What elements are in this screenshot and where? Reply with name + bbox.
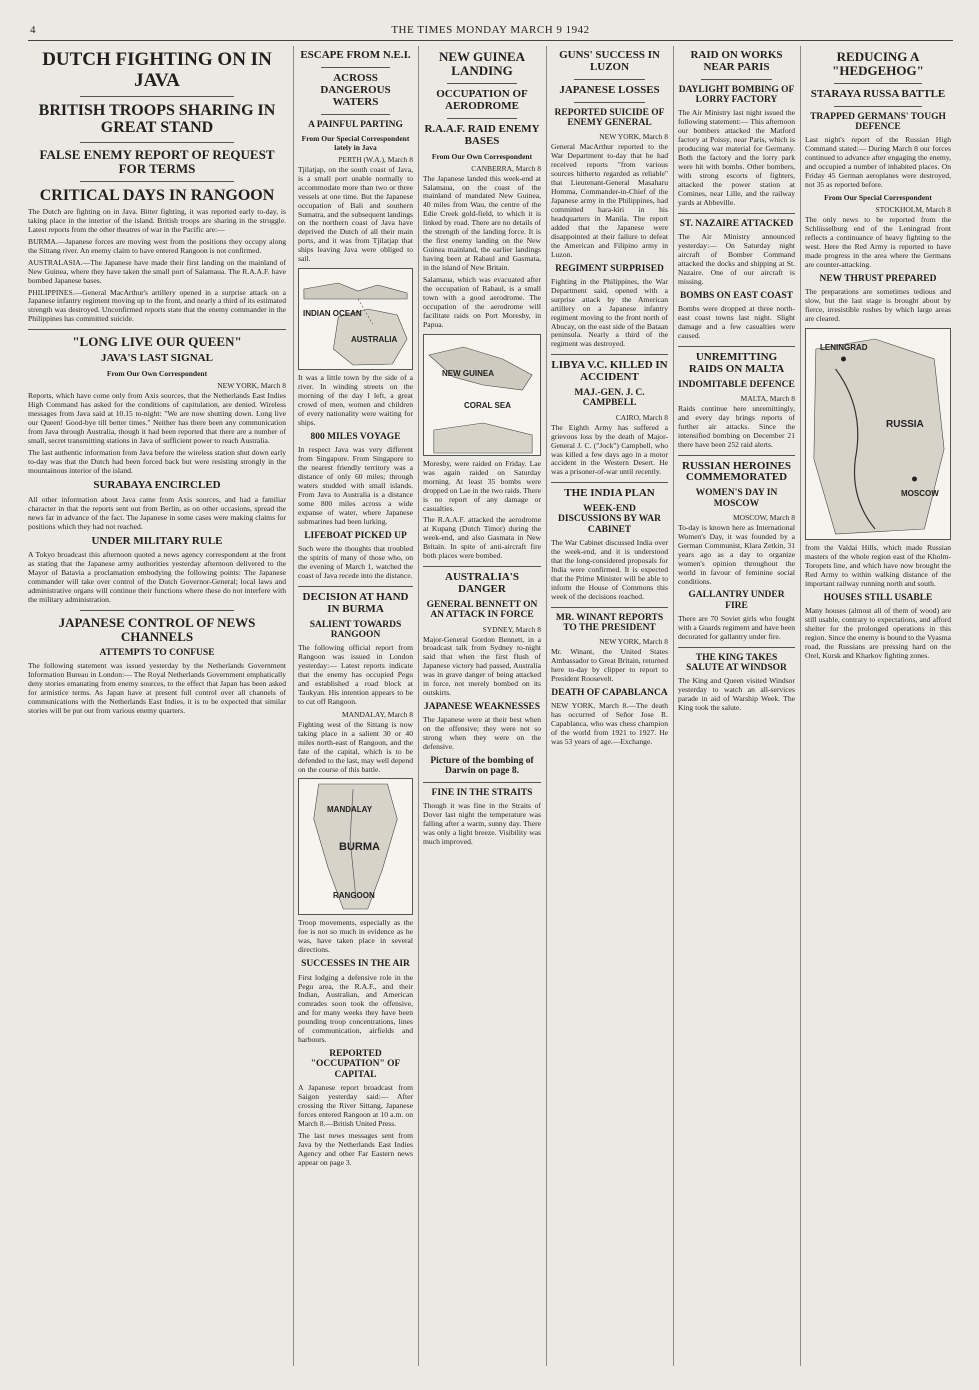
headline: SALIENT TOWARDS RANGOON — [309, 619, 402, 640]
article-paragraph: BURMA.—Japanese forces are moving west from the positions they occupy along the Sittang river. An enemy claim to have entered Rangoon is not confirmed. — [28, 236, 286, 255]
map-label: RANGOON — [333, 891, 375, 901]
column-1 — [28, 46, 286, 1366]
headline: THE KING TAKES SALUTE AT WINDSOR — [686, 652, 787, 674]
article-paragraph: The Japanese landed this week-end at Salamaua, on the coast of the mainland of mandated New Guinea, 40 miles from Wau, the centre of the Edie Creek gold-field, to which it is linked by road. There are no details of the strength of the landing force. It is the first enemy landing on the New Guinea mainland, the earlier landings having been at Rabaul and Gasmata, in the island of New Britain. — [423, 173, 541, 273]
article-paragraph: Fighting west of the Sittang is now taking place in a salient 30 or 40 miles north-east of Rangoon, and the fate of the capital, which is to be defended to the last, may well depend on the course of this battle. — [298, 719, 413, 774]
headline: ST. NAZAIRE ATTACKED — [679, 218, 794, 229]
map-label: CORAL SEA — [464, 400, 511, 410]
column-2 — [298, 46, 413, 1366]
page-number: 4 — [30, 24, 36, 36]
dateline: MANDALAY, March 8 — [341, 709, 413, 719]
article-paragraph: Tjilatjap, on the south coast of Java, is a small port unable normally to accommodate more than two or three vessels at one time. But the Japanese occupation of Bali and southern Sumatra, and the subsequent landings on the northern coast of Java have deprived the Dutch of all their main ports, and it was from Tjilatjap that ships leaving Java were obliged to sail. — [298, 164, 413, 264]
article-paragraph: Many houses (almost all of them of wood) are still usable, contrary to expectations, and afford shelter for the prolonged operations in this region. Since the enemy is bound to the Vyasma road, the Russians are pressing hard on the Orel, Kursk and Kharkov fighting zones. — [805, 605, 951, 660]
article-paragraph: It was a little town by the side of a river. In winding streets on the morning of the day I left, a great crowd of men, women and children of every nationality were waiting for ships. — [298, 373, 413, 427]
map-graphic — [299, 269, 412, 369]
headline: CRITICAL DAYS IN RANGOON — [39, 186, 275, 204]
headline: ESCAPE FROM N.E.I. — [300, 49, 411, 61]
column-3 — [423, 46, 541, 1366]
article-paragraph: First lodging a defensive role in the Pegu area, the R.A.F., and their Indian, Australian, and American comrades soon took the offensive, and for many weeks they have been pounding troop concentrations, lines of communication, airfields and harbours. — [298, 972, 413, 1045]
headline: STARAYA RUSSA BATTLE — [810, 88, 946, 101]
map-new-guinea — [423, 334, 541, 456]
article-paragraph: PHILIPPINES.—General MacArthur's artillery opened in a surprise attack on a Japanese infantry regiment moving up to the front, and nearly a third of its estimated strength was destroyed. Unconfirmed reports state that the enemy commander in the Philippines has committed suicide. — [28, 287, 286, 324]
divider — [551, 482, 668, 483]
divider — [551, 354, 668, 355]
map-graphic — [424, 335, 540, 455]
article-paragraph: The following statement was issued yesterday by the Netherlands Government Information Bureau in London:— The Royal Netherlands Government emphatically deny stories emanating from enemy sources, to the effect that Japan has been asked for armistice terms. As Japan have at present full control over all channels of communications with the Netherlands East Indies, it is to be expected that similar stories will be put out from various enemy quarters. — [28, 661, 286, 716]
headline: GENERAL BENNETT ON AN ATTACK IN FORCE — [426, 600, 538, 621]
article-paragraph: Fighting in the Philippines, the War Department said, opened with a surprise attack by the American artillery on a Japanese infantry regiment moving to the front north of Abucay, on the east side of the Bataan peninsula. Nearly a third of the regiment was destroyed. — [551, 276, 668, 349]
headline: LIFEBOAT PICKED UP — [304, 530, 407, 541]
article-paragraph: The last authentic information from Java before the wireless station shut down early to-day was that the Dutch had been forced back but were resisting strongly in the mountainous interior of the island. — [28, 447, 286, 475]
article-paragraph: The Eighth Army has suffered a grievous loss by the death of Major-General J. C. ("Jock") Campbell, who was killed a few days ago in a motor accident in the Western Desert. He was a prisoner-of-war until recently. — [551, 422, 668, 477]
map-burma — [298, 778, 413, 915]
headline: DUTCH FIGHTING ON IN JAVA — [42, 49, 272, 91]
map-label: AUSTRALIA — [351, 335, 398, 345]
headline: RAID ON WORKS NEAR PARIS — [690, 49, 783, 73]
column-rule — [800, 46, 801, 1366]
headline: REDUCING A "HEDGEHOG" — [832, 49, 924, 79]
article-paragraph: AUSTRALASIA.—The Japanese have made their first landing on the mainland of New Guinea, where they have taken the small port of Salamaua. The R.A.A.F. have bombed Japanese bases. — [28, 257, 286, 285]
headline: JAVA'S LAST SIGNAL — [101, 352, 213, 365]
article-paragraph: The last news messages sent from Java by the Netherlands East Indies Agency and other Far Eastern news appear on page 3. — [298, 1130, 413, 1167]
divider — [447, 83, 518, 84]
divider — [80, 181, 235, 182]
headline: SUCCESSES IN THE AIR — [301, 959, 410, 970]
column-rule — [293, 46, 294, 1366]
headline: OCCUPATION OF AERODROME — [436, 88, 528, 112]
article-paragraph: There are 70 Soviet girls who fought with a Guards regiment and have been decorated for gallantry under fire. — [678, 613, 795, 641]
divider — [447, 118, 518, 119]
headline: REGIMENT SURPRISED — [555, 263, 664, 274]
map-label: MOSCOW — [901, 488, 939, 498]
byline: From Our Special Correspondent — [824, 193, 932, 203]
headline: HOUSES STILL USABLE — [823, 592, 933, 603]
headline: FINE IN THE STRAITS — [431, 787, 533, 798]
divider — [80, 610, 235, 611]
masthead — [28, 22, 953, 41]
divider — [574, 102, 644, 103]
article-paragraph: General MacArthur reported to the War Department to-day that he had received reports "from various sources hitherto regarded as reliable" that Lieutenant-General Masaharu Homma, Commander-in-Chief of the Japanese army in the Philippines, had committed hara-kiri in his headquarters in Manila. The report added that the Japanese were disappointed at their failure to defeat the American and Filipino army in Luzon. — [551, 142, 668, 259]
byline: From Our Own Correspondent — [431, 151, 533, 161]
article-paragraph: The only news to be reported from the Schlüsselburg end of the Leningrad front reflects a continuance of heavy fighting to the west. Here the Red Army is reported to have made progress in the area where the Germans are counter-attacking. — [805, 215, 951, 269]
headline: JAPANESE LOSSES — [559, 83, 660, 96]
headline: WOMEN'S DAY IN MOSCOW — [695, 488, 778, 509]
article-paragraph: The R.A.A.F. attacked the aerodrome at Kupang (Dutch Timor) during the week-end, and also Gasmata in New Britain. In spite of anti-aircraft fire both places were bombed. — [423, 515, 541, 561]
column-5 — [678, 46, 795, 1366]
divider — [321, 67, 390, 68]
divider — [298, 586, 413, 587]
map-label: BURMA — [339, 841, 380, 854]
article-paragraph: NEW YORK, March 8.—The death has occurred of Señor Jose R. Capablanca, who was chess champion of the world from 1921 to 1927. He was 53 years of age.—Exchange. — [551, 701, 668, 747]
dateline: STOCKHOLM, March 8 — [875, 205, 951, 215]
article-paragraph: Last night's report of the Russian High Command stated:— During March 8 our forces continued to advance after engaging the enemy, and occupied a number of inhabited places. On Friday 45 German aeroplanes were destroyed, not 35 as reported before. — [805, 135, 951, 190]
headline: REPORTED SUICIDE OF ENEMY GENERAL — [554, 107, 665, 128]
dateline: NEW YORK, March 8 — [217, 381, 286, 391]
column-rule — [673, 46, 674, 1366]
article-paragraph: Mr. Winant, the United States Ambassador to Great Britain, returned here to-day by clipper to report to President Roosevelt. — [551, 647, 668, 684]
article-paragraph: The Air Ministry announced yesterday:— On Saturday night aircraft of Bomber Command attacked the docks and shipping at St. Nazaire. One of our aircraft is missing. — [678, 231, 795, 286]
article-paragraph: All other information about Java came from Axis sources, and had a familiar character in that the reports sent out from Berlin, as on other occasions, spread the news far in advance of the fact. The Japanese in some cases were making claims for positions which they had not reached. — [28, 494, 286, 531]
headline: THE INDIA PLAN — [564, 487, 655, 500]
map-label: NEW GUINEA — [442, 368, 494, 378]
divider — [423, 566, 541, 567]
divider — [678, 346, 795, 347]
dateline: MOSCOW, March 8 — [732, 512, 795, 522]
article-paragraph: Salamaua, which was evacuated after the occupation of Rabaul, is a small town with a good aerodrome. The occupation of the aerodrome will facilitate raids on Port Moresby, in Papua. — [423, 275, 541, 329]
map-label: RUSSIA — [886, 418, 924, 430]
dateline: CAIRO, March 8 — [615, 412, 668, 422]
article-paragraph: from the Valdai Hills, which made Russian masters of the whole region east of the Kholm-Toropets line, and which have now brought the Red Army to within walking distance of the important railway running north and south. — [805, 542, 951, 588]
article-paragraph: The War Cabinet discussed India over the week-end, and it is understood that the long-considered proposals for India were confirmed. It is expected that the Prime Minister will be able to inform the House of Commons this week of the decisions reached. — [551, 537, 668, 601]
headline: BOMBS ON EAST COAST — [679, 290, 794, 301]
map-russian-front — [805, 328, 951, 540]
headline: DEATH OF CAPABLANCA — [551, 687, 668, 698]
headline: TRAPPED GERMANS' TOUGH DEFENCE — [810, 111, 946, 133]
article-paragraph: Troop movements, especially as the foe is not so much in evidence as he was, have taken place in several directions. — [298, 918, 413, 955]
map-label: LENINGRAD — [820, 342, 868, 352]
headline: UNREMITTING RAIDS ON MALTA — [688, 350, 785, 375]
dateline: NEW YORK, March 8 — [599, 132, 668, 142]
headline: AUSTRALIA'S DANGER — [445, 571, 519, 596]
headline: BRITISH TROOPS SHARING IN GREAT STAND — [38, 102, 276, 137]
article-paragraph: Such were the thoughts that troubled the spirits of many of those who, on the evening of March 1, watched the coast of Java recede into the distance. — [298, 544, 413, 580]
article-paragraph: Major-General Gordon Bennett, in a broadcast talk from Sydney to-night said that when the first flush of Japanese victory had passed, Australia was in grave danger of being attacked in force, not merely bombed on its outskirts. — [423, 634, 541, 698]
headline: 800 MILES VOYAGE — [310, 431, 401, 442]
headline: JAPANESE WEAKNESSES — [423, 702, 541, 713]
article-paragraph: In respect Java was very different from Singapore. From Singapore to the nearest friendly territory was a distance of only 60 miles; through waters studded with small islands. From Java to Australia is a distance some 800 miles across a wide expanse of water, where Japanese submarines had been lurking. — [298, 445, 413, 526]
masthead-title: THE TIMES MONDAY MARCH 9 1942 — [391, 24, 590, 36]
divider — [678, 213, 795, 214]
headline: R.A.A.F. RAID ENEMY BASES — [424, 122, 540, 147]
headline: MAJ.-GEN. J. C. CAMPBELL — [574, 388, 645, 409]
map-java-australia — [298, 268, 413, 370]
headline: NEW THRUST PREPARED — [819, 273, 937, 284]
divider — [80, 96, 235, 97]
article-paragraph: The Dutch are fighting on in Java. Bitter fighting, it was reported early to-day, is taking place in the interior of the island. British troops are sharing in the struggle. Latest reports from the other theatres of war in the Pacific are:— — [28, 206, 286, 234]
divider — [321, 114, 390, 115]
divider — [834, 106, 922, 107]
column-rule — [546, 46, 547, 1366]
headline: ACROSS DANGEROUS WATERS — [320, 71, 391, 108]
column-rule — [418, 46, 419, 1366]
headline: Picture of the bombing of Darwin on page 8. — [430, 756, 534, 777]
headline: SURABAYA ENCIRCLED — [93, 478, 221, 491]
divider — [423, 782, 541, 783]
dateline: SYDNEY, March 8 — [482, 624, 541, 634]
divider — [701, 79, 771, 80]
byline: From Our Special Correspondent lately in Java — [301, 133, 410, 152]
headline: INDOMITABLE DEFENCE — [678, 379, 795, 390]
divider — [678, 647, 795, 648]
map-graphic — [806, 329, 950, 539]
headline: LIBYA V.C. KILLED IN ACCIDENT — [551, 359, 668, 384]
article-paragraph: To-day is known here as International Women's Day, it was founded by a German Communist, Klara Zetkin, 31 years ago as a day to organize women's opinion throughout the world in favour of feminine social conditions. — [678, 522, 795, 586]
headline: MR. WINANT REPORTS TO THE PRESIDENT — [555, 612, 664, 633]
byline: From Our Own Correspondent — [106, 369, 208, 379]
dateline: CANBERRA, March 8 — [471, 163, 541, 173]
headline: NEW GUINEA LANDING — [438, 49, 526, 79]
divider — [574, 79, 644, 80]
divider — [834, 83, 922, 84]
headline: A PAINFUL PARTING — [308, 119, 403, 130]
headline: JAPANESE CONTROL OF NEWS CHANNELS — [58, 615, 256, 645]
article-paragraph: The following official report from Rangoon was issued in London yesterday:— Latest reports indicate that the enemy has occupied Pegu and established a road block at Taukyan. His intention appears to be to cut off Rangoon. — [298, 643, 413, 706]
headline: DAYLIGHT BOMBING OF LORRY FACTORY — [678, 84, 795, 105]
headline: ATTEMPTS TO CONFUSE — [99, 648, 215, 659]
map-label: INDIAN OCEAN — [303, 309, 362, 319]
headline: GALLANTRY UNDER FIRE — [688, 590, 785, 611]
article-paragraph: A Japanese report broadcast from Saigon yesterday said:— After crossing the River Sittang, Japanese forces entered Rangoon at 10 a.m. on March 8.—British United Press. — [298, 1082, 413, 1128]
headline: REPORTED "OCCUPATION" OF CAPITAL — [310, 1049, 401, 1080]
article-paragraph: Reports, which have come only from Axis sources, that the Netherlands East Indies High Command has asked for the conditions of capitulation, are denied. Wireless messages from Java said at 10.15 to-night: "We are now shutting down. Long live our Queen! Good-bye till better times." Neither has there been any communication from Java through Australia, though it had been reported that there are a number of small, secret transmitting stations in Java of sufficient power to reach Australia. — [28, 391, 286, 445]
headline: UNDER MILITARY RULE — [91, 534, 223, 547]
article-paragraph: A Tokyo broadcast this afternoon quoted a news agency correspondent at the front as stating that the Japanese army authorities yesterday afternoon delivered to the Mayor of Batavia a proclamation embodying the following points: The Japanese commander will take over control of the Dutch Governor-General; local laws and administrative organs will continue their functions where these do not interfere with the military administration. — [28, 550, 286, 605]
divider — [80, 142, 235, 143]
headline: FALSE ENEMY REPORT OF REQUEST FOR TERMS — [39, 146, 275, 176]
article-paragraph: The Japanese were at their best when on the offensive; they were not so strong when they were on the defensive. — [423, 715, 541, 752]
headline: WEEK-END DISCUSSIONS BY WAR CABINET — [558, 504, 661, 535]
column-6 — [805, 46, 951, 1366]
headline: RUSSIAN HEROINES COMMEMORATED — [681, 459, 792, 484]
article-paragraph: The Air Ministry last night issued the following statement:— This afternoon our bombers attacked the Matford factory at Poissy, near Paris, which is producing war material for Germany. Both the factory and the lorry park were hit with bombs. Other bombers, with strong escorts of fighters, attacked the power station at Comines, near Lille, and the railway yards at Abbeville. — [678, 108, 795, 207]
column-4 — [551, 46, 668, 1366]
divider — [28, 329, 286, 330]
article-paragraph: Moresby, were raided on Friday. Lae was again raided on Saturday morning. At least 35 bombs were dropped on Lae in the two raids. There is no report of any damage or casualties. — [423, 458, 541, 513]
article-paragraph: Raids continue here unremittingly, and every day brings reports of further air attacks. Since the intensified bombing on December 21 there have been 252 raid alerts. — [678, 403, 795, 449]
divider — [551, 607, 668, 608]
article-paragraph: Bombs were dropped at three north-east coast towns last night. Slight damage and a few casualties were caused. — [678, 303, 795, 340]
headline: DECISION AT HAND IN BURMA — [302, 590, 409, 615]
headline: "LONG LIVE OUR QUEEN" — [72, 334, 242, 350]
map-label: MANDALAY — [327, 805, 373, 815]
article-paragraph: Though it was fine in the Straits of Dover last night the temperature was falling after a warm, sunny day. There was only a light breeze. Visibility was much improved. — [423, 800, 541, 846]
headline: GUNS' SUCCESS IN LUZON — [559, 49, 660, 73]
article-paragraph: The King and Queen visited Windsor yesterday to watch an all-services parade in aid of Warship Week. The King took the salute. — [678, 676, 795, 713]
article-paragraph: The preparations are sometimes tedious and slow, but the last stage is brought about by fierce, irresistible rushes by which large areas are cleared. — [805, 287, 951, 323]
dateline: MALTA, March 8 — [740, 393, 795, 403]
dateline: NEW YORK, March 8 — [599, 637, 668, 647]
divider — [678, 455, 795, 456]
dateline: PERTH (W.A.), March 8 — [338, 154, 413, 164]
